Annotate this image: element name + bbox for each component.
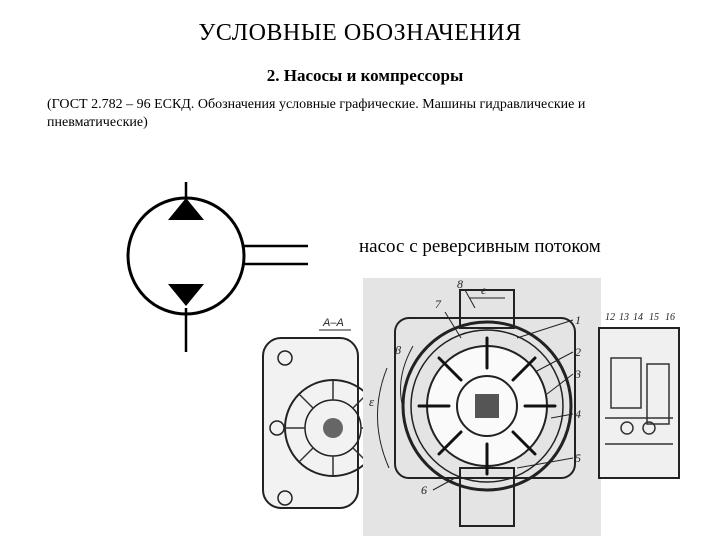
section-title: 2. Насосы и компрессоры — [266, 66, 464, 85]
flow-triangle-down-icon — [168, 284, 204, 306]
callout-6: 6 — [421, 483, 427, 497]
dimension-label-epsilon: ε — [369, 394, 375, 409]
standard-reference: (ГОСТ 2.782 – 96 ЕСКД. Обозначения условные графические. Машины гидравлические и пневматические) — [47, 97, 586, 130]
dimension-label-beta: β — [395, 343, 401, 357]
dimension-label-e: е — [481, 283, 487, 297]
callout-2: 2 — [575, 345, 581, 359]
shaft-hub — [475, 394, 499, 418]
page-title: УСЛОВНЫЕ ОБОЗНАЧЕНИЯ — [198, 20, 522, 46]
left-hub — [323, 418, 343, 438]
callout-3: 3 — [575, 367, 581, 381]
pump-cross-section-drawing — [255, 268, 695, 538]
callout-1: 1 — [575, 313, 581, 327]
callout-12: 12 — [605, 312, 615, 323]
flow-triangle-up-icon — [168, 198, 204, 220]
callout-14: 14 — [633, 312, 643, 323]
callout-5: 5 — [575, 451, 581, 465]
callouts-top — [605, 312, 675, 323]
callout-7: 7 — [435, 297, 441, 311]
symbol-caption: насос с реверсивным потоком — [359, 236, 601, 257]
left-housing — [263, 338, 358, 508]
section-label: А–А — [323, 317, 344, 329]
callout-15: 15 — [649, 312, 659, 323]
callout-13: 13 — [619, 312, 629, 323]
callout-4: 4 — [575, 407, 581, 421]
callout-16: 16 — [665, 312, 675, 323]
callout-8: 8 — [457, 277, 463, 291]
